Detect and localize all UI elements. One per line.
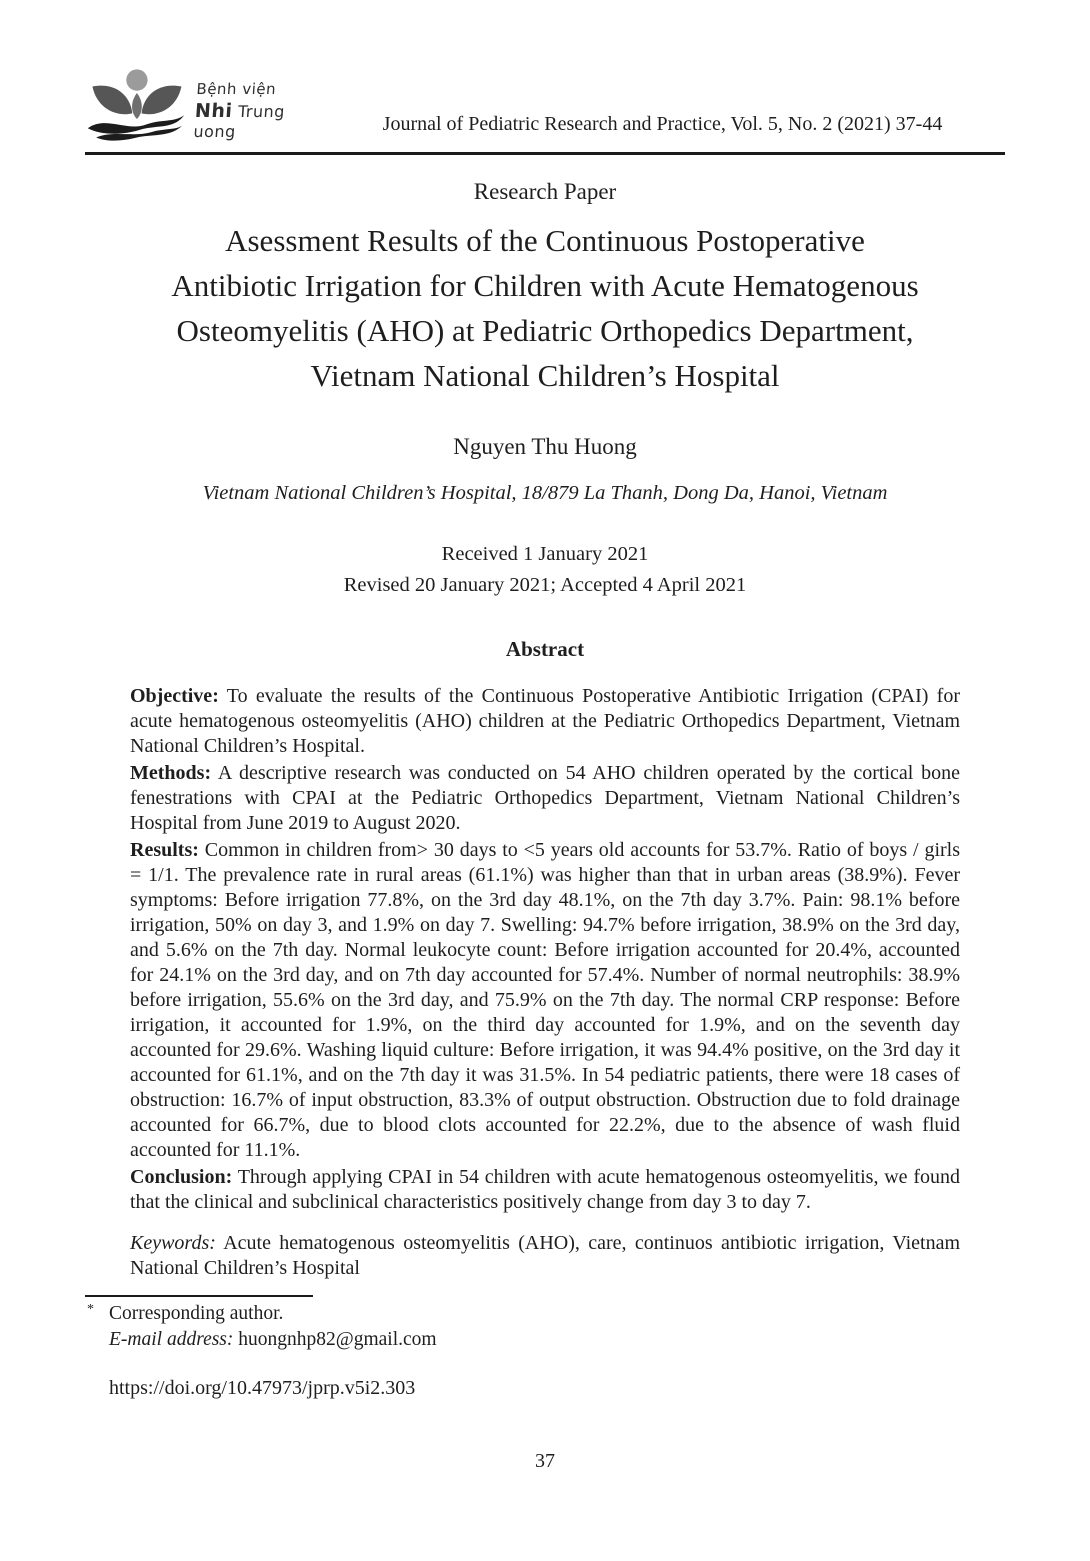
revised-accepted-date: Revised 20 January 2021; Accepted 4 April 2021 — [343, 574, 747, 596]
methods-label: Methods: — [130, 762, 212, 784]
journal-citation: Journal of Pediatric Research and Practice, Vol. 5, No. 2 (2021) 37-44 — [382, 113, 943, 135]
author-affiliation: Vietnam National Children’s Hospital, 18/879 La Thanh, Dong Da, Hanoi, Vietnam — [202, 482, 888, 504]
abstract-results: Results: Common in children from> 30 days to <5 years old accounts for 53.7%. Ratio of boys / girls = 1/1. The prevalence rate in rural areas (61.1%) was higher than that in urban areas (38.9%). Fever symptoms: Before irrigation 77.8%, on the 3rd day 48.1%, on the 7th day 3.7%. Pain: 98.1% before irrigation, 50% on day 3, and 1.9% on day 7. Swelling: 94.7% before irrigation, 38.9% on the 3rd day, and 5.6% on the 7th day. Normal leukocyte count: Before irrigation accounted for 20.4%, accounted for 24.1% on the 3rd day, and on 7th day accounted for 57.4%. Number of normal neutrophils: 38.9% before irrigation, 55.6% on the 3rd day, and 75.9% on the 7th day. The normal CRP response: Before irrigation, it accounted for 1.9%, on the third day accounted for 1.9%, and on the seventh day accounted for 29.6%. Washing liquid culture: Before irrigation, it was 94.4% positive, on the 3rd day it accounted for 61.1%, and on the 7th day it was 31.5%. In 54 pediatric patients, there were 18 cases of obstruction: 16.7% of input obstruction, 83.3% of output obstruction. Obstruction due to fold drainage accounted for 66.7%, due to blood clots accounted for 22.2%, due to the absence of wash fluid accounted for 11.1%. — [130, 839, 961, 1161]
doi-link: https://doi.org/10.47973/jprp.v5i2.303 — [109, 1377, 416, 1399]
dates-block — [85, 539, 1005, 601]
logo-line1: Bệnh viện — [195, 80, 277, 98]
received-date: Received 1 January 2021 — [441, 543, 649, 565]
footnote-block — [85, 1301, 1005, 1353]
article-title — [85, 218, 1005, 398]
title-line-2: Antibiotic Irrigation for Children with Acute Hematogenous — [171, 268, 919, 303]
keywords-label: Keywords: — [130, 1232, 216, 1254]
results-label: Results: — [130, 839, 199, 861]
email-label: E-mail address: — [109, 1329, 234, 1350]
conclusion-label: Conclusion: — [130, 1166, 233, 1188]
abstract-body — [130, 684, 960, 1281]
article-type-label: Research Paper — [473, 179, 617, 204]
logo-line2: Nhi Trung uong — [192, 100, 286, 141]
email-note — [85, 1327, 1005, 1353]
corresponding-author-note: * Corresponding author. — [85, 1301, 1005, 1327]
footnote-marker: * — [87, 1302, 94, 1317]
author-name: Nguyen Thu Huong — [453, 434, 637, 459]
title-line-4: Vietnam National Children’s Hospital — [310, 358, 780, 393]
hospital-logo — [85, 64, 320, 148]
title-line-1: Asessment Results of the Continuous Postoperative — [225, 223, 865, 258]
header-rule — [85, 152, 1005, 155]
abstract-objective: Objective: To evaluate the results of the Continuous Postoperative Antibiotic Irrigation (CPAI) for acute hematogenous osteomyelitis (AHO) children at the Pediatric Orthopedics Department, Vietnam National Children’s Hospital. — [130, 685, 961, 757]
abstract-methods: Methods: A descriptive research was conducted on 54 AHO children operated by the cortical bone fenestrations with CPAI at the Pediatric Orthopedics Department, Vietnam National Children’s Hospital from June 2019 to August 2020. — [130, 762, 961, 834]
abstract-heading: Abstract — [505, 637, 585, 661]
objective-label: Objective: — [130, 685, 219, 707]
title-line-3: Osteomyelitis (AHO) at Pediatric Orthopedics Department, — [176, 313, 914, 348]
page-number: 37 — [535, 1450, 555, 1472]
abstract-conclusion: Conclusion: Through applying CPAI in 54 children with acute hematogenous osteomyelitis, we found that the clinical and subclinical characteristics positively change from day 3 to day 7. — [130, 1166, 961, 1213]
masthead — [85, 0, 1005, 148]
email-address: huongnhp82@gmail.com — [238, 1329, 437, 1350]
footnote-rule — [85, 1295, 313, 1297]
hospital-logo-text — [193, 80, 322, 141]
keywords: Keywords: Acute hematogenous osteomyelitis (AHO), care, continuos antibiotic irrigation, Vietnam National Children’s Hospital — [130, 1232, 960, 1279]
hospital-lotus-icon — [85, 64, 187, 148]
